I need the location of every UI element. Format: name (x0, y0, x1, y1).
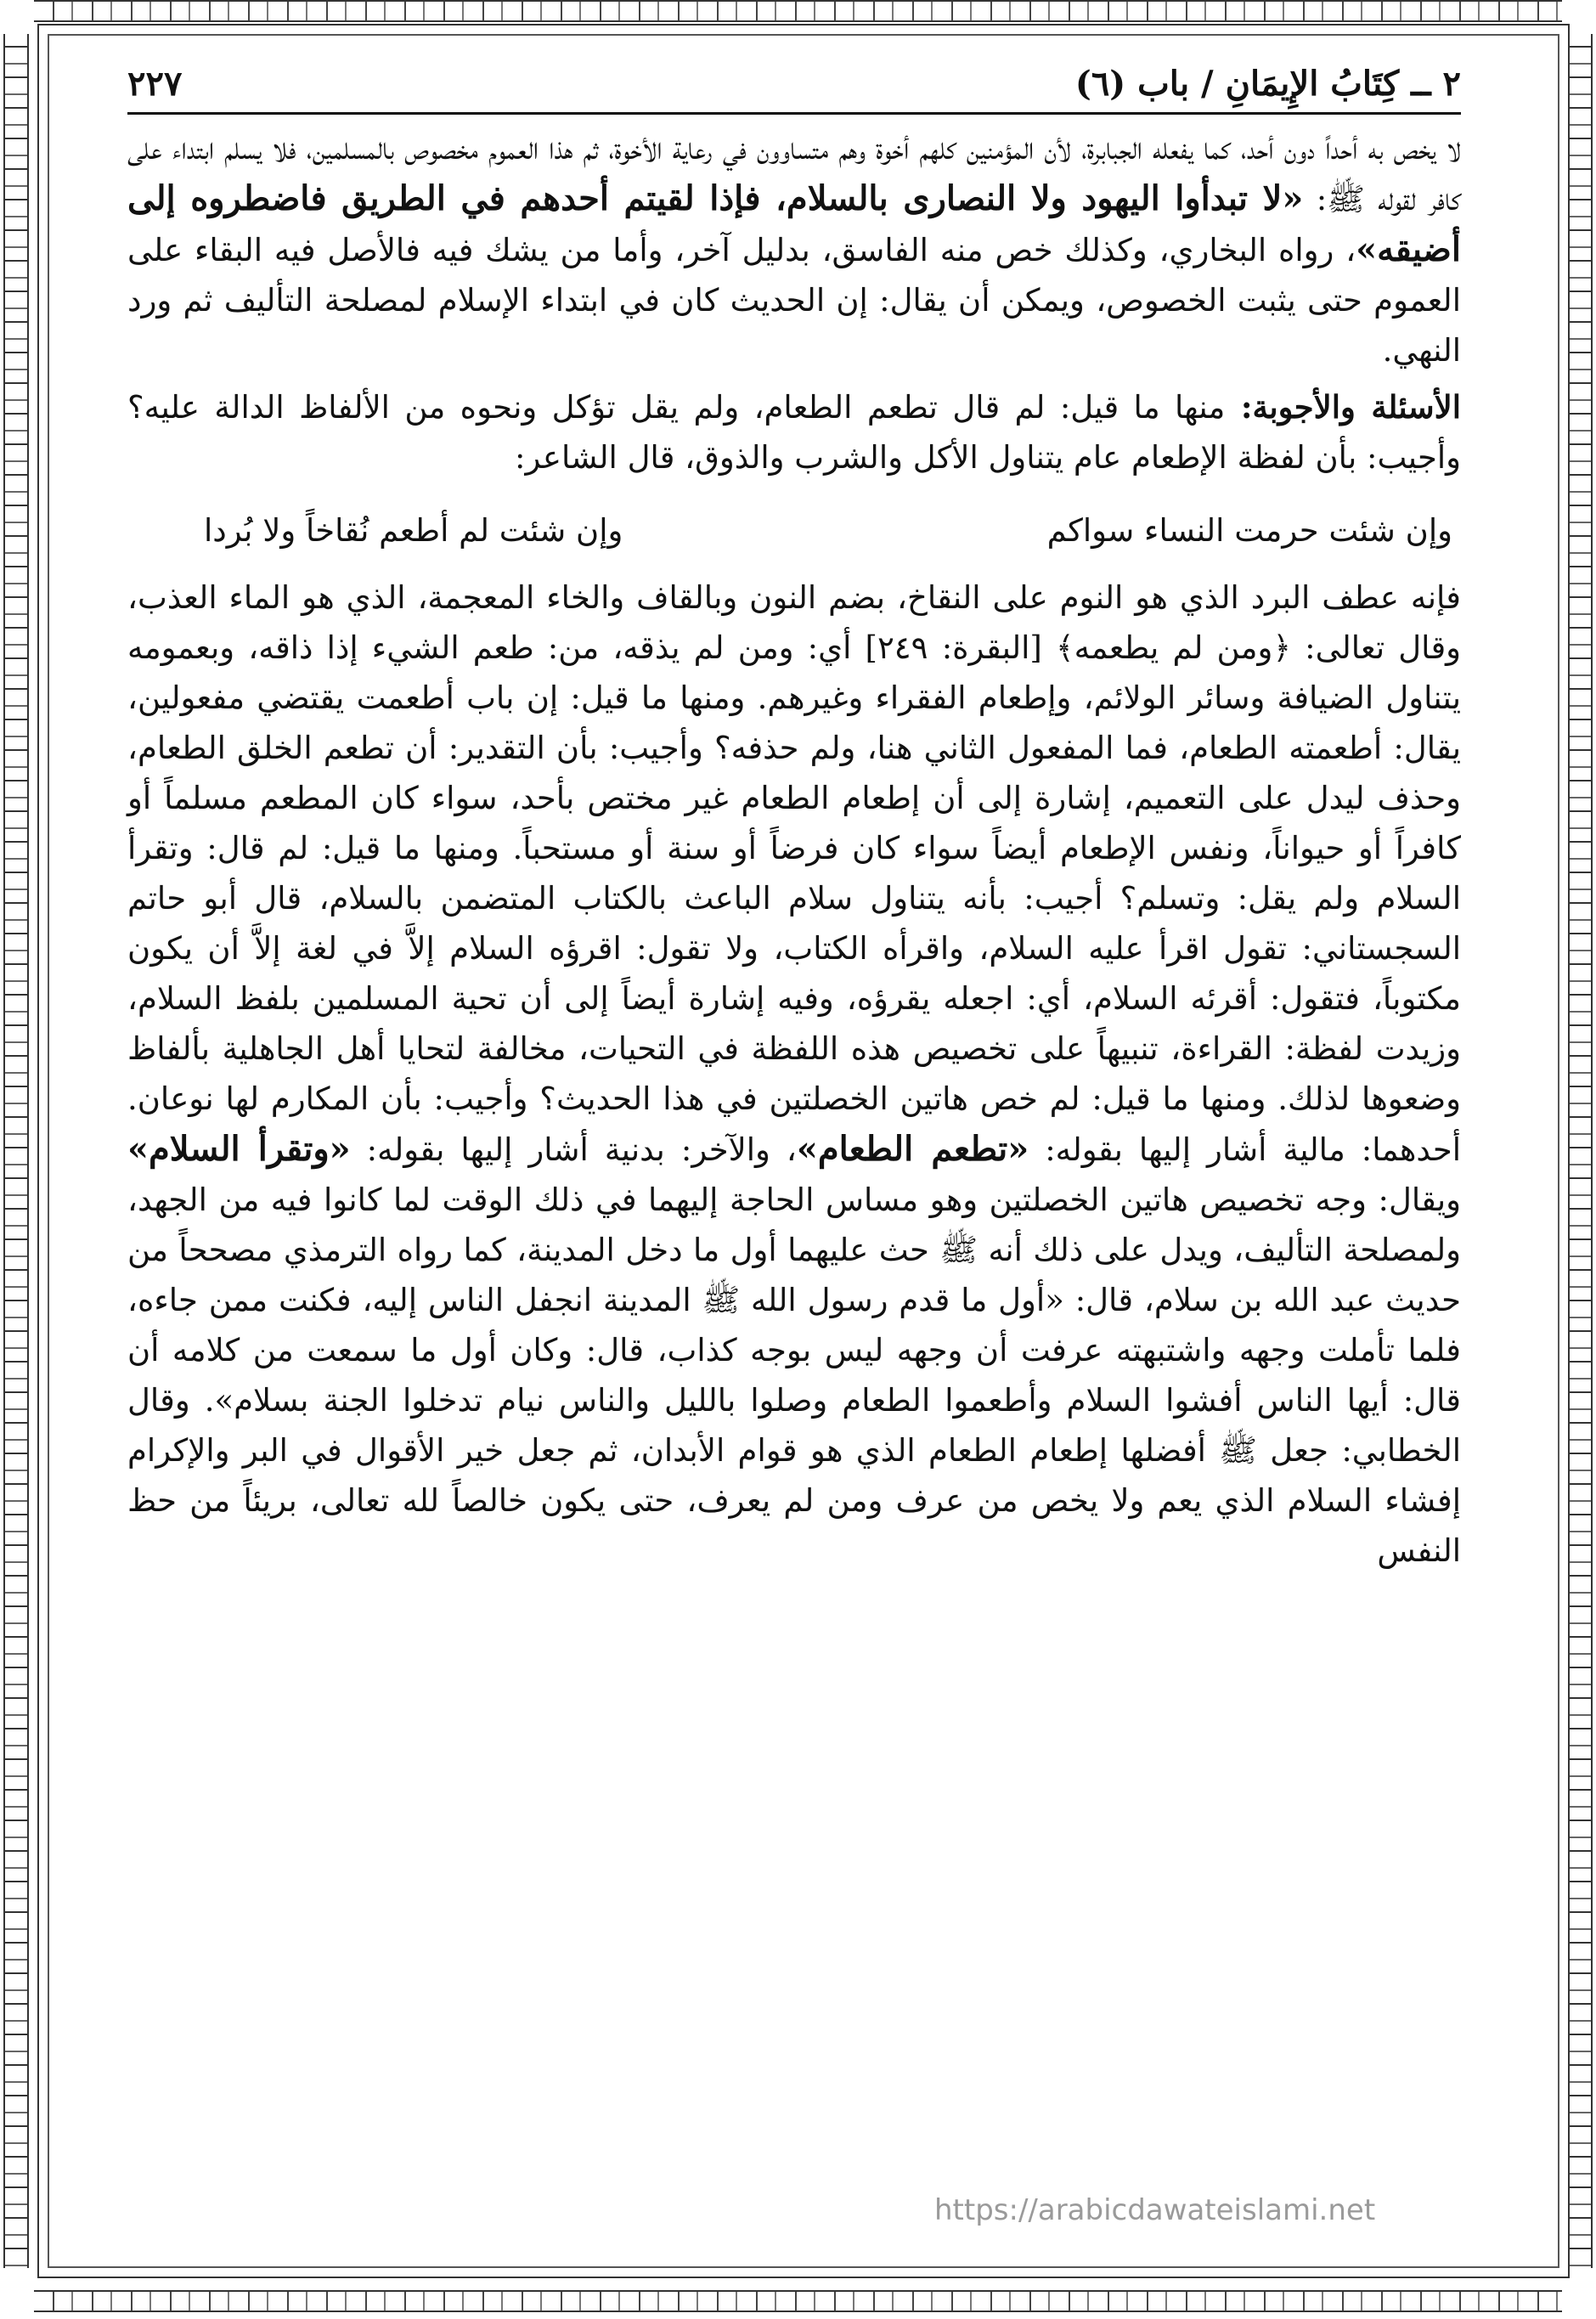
bottom-ornamental-border (34, 2290, 1562, 2312)
section-heading-questions-answers: الأسئلة والأجوبة: (1225, 388, 1461, 426)
book-page (127, 64, 1461, 1576)
poetry-verse (127, 482, 1461, 573)
verse-hemistich-right: وإن شئت حرمت النساء سواكم (1046, 512, 1452, 549)
hadith-quote: «تطعم الطعام» (796, 1129, 1029, 1169)
text-segment: لا يخص به أحداً دون أحد، كما يفعله الجبابرة، لأن المؤمنين كلهم أخوة وهم متساوون في رعاية الأخوة، ثم هذا العموم مخصوص بالمسلمين، فلا يسلم ابتداء على كافر لقوله ﷺ: (127, 130, 1462, 217)
left-ornamental-border (3, 34, 29, 2268)
right-ornamental-border (1567, 34, 1593, 2268)
text-segment: ، رواه البخاري، وكذلك خص منه الفاسق، بدليل آخر، وأما من يشك فيه فالأصل فيه البقاء على العموم حتى يثبت الخصوص، ويمكن أن يقال: إن الحديث كان في ابتداء الإسلام لمصلحة التأليف ثم ورد النهي. (127, 232, 1461, 369)
paragraph-p1 (127, 123, 1461, 375)
text-segment: ويقال: وجه تخصيص هاتين الخصلتين وهو مساس الحاجة إليهما في ذلك الوقت لما كانوا فيه من الجهد، ولمصلحة التأليف، ويدل على ذلك أنه ﷺ حث عليهما أول ما دخل المدينة، كما رواه الترمذي مصححاً من حديث عبد الله بن سلام، قال: «أول ما قدم رسول الله ﷺ المدينة انجفل الناس إليه، فكنت ممن جاءه، فلما تأملت وجهه واشتبهته عرفت أن وجهه ليس بوجه كذاب، قال: وكان أول ما سمعت من كلامه أن قال: أيها الناس أفشوا السلام وأطعموا الطعام وصلوا بالليل والناس نيام تدخلوا الجنة بسلام». وقال الخطابي: جعل ﷺ أفضلها إطعام الطعام الذي هو قوام الأبدان، ثم جعل خير الأقوال في البر والإكرام إفشاء السلام الذي يعم ولا يخص من عرف ومن لم يعرف، حتى يكون خالصاً لله تعالى، بريئاً من حظ النفس (127, 1182, 1461, 1569)
hadith-quote: «وتقرأ السلام» (127, 1129, 351, 1169)
top-ornamental-border (34, 0, 1562, 22)
paragraph-p3 (127, 573, 1461, 1576)
text-segment: ، والآخر: بدنية أشار إليها بقوله: (350, 1131, 797, 1168)
hadith-quote: «لا تبدأوا اليهود ولا النصارى بالسلام، فإذا لقيتم أحدهم في الطريق فاضطروه إلى أضيقه» (127, 178, 1461, 269)
page-body (127, 123, 1461, 1576)
site-watermark: https://arabicdawateislami.net (934, 2193, 1376, 2227)
text-segment: فإنه عطف البرد الذي هو النوم على النقاخ، بضم النون وبالقاف والخاء المعجمة، الذي هو الماء العذب، وقال تعالى: ﴿ومن لم يطعمه﴾ [البقرة: ٢٤٩] أي: ومن لم يذقه، من: طعم الشيء إذا ذاقه، وبعمومه يتناول الضيافة وسائر الولائم، وإطعام الفقراء وغيرهم. ومنها ما قيل: إن باب أطعمت يقتضي مفعولين، يقال: أطعمته الطعام، فما المفعول الثاني هنا، ولم حذفه؟ وأجيب: بأن التقدير: أن تطعم الخلق الطعام، وحذف ليدل على التعميم، إشارة إلى أن إطعام الطعام غير مختص بأحد، سواء كان المطعم مسلماً أو كافراً أو حيواناً، ونفس الإطعام أيضاً سواء كان فرضاً أو سنة أو مستحباً. ومنها ما قيل: لم قال: وتقرأ السلام ولم يقل: وتسلم؟ أجيب: بأنه يتناول سلام الباعث بالكتاب المتضمن بالسلام، قال أبو حاتم السجستاني: تقول اقرأ عليه السلام، واقرأه الكتاب، ولا تقول: اقرؤه السلام إلاَّ في لغة إلاَّ أن يكون مكتوباً، فتقول: أقرئه السلام، أي: اجعله يقرؤه، وفيه إشارة أيضاً إلى أن تحية المسلمين بلفظ السلام، وزيدت لفظة: القراءة، تنبيهاً على تخصيص هذه اللفظة في التحيات، مخالفة لتحايا أهل الجاهلية بألفاظ وضعوها لذلك. ومنها ما قيل: لم خص هاتين الخصلتين في هذا الحديث؟ وأجيب: بأن المكارم لها نوعان. أحدهما: مالية أشار إليها بقوله: (127, 579, 1461, 1168)
page-header (127, 64, 1461, 115)
page-number: ٢٢٧ (127, 64, 183, 104)
text-segment: منها ما قيل: لم قال تطعم الطعام، ولم يقل تؤكل ونحوه من الألفاظ الدالة عليه؟ وأجيب: بأن لفظة الإطعام عام يتناول الأكل والشرب والذوق، قال الشاعر: (127, 389, 1461, 476)
paragraph-p2 (127, 382, 1461, 482)
running-title: ٢ ــ كِتَابُ الإِيمَانِ / باب (٦) (1074, 64, 1461, 104)
verse-hemistich-left: وإن شئت لم أطعم نُقاخاً ولا بُردا (204, 512, 623, 549)
